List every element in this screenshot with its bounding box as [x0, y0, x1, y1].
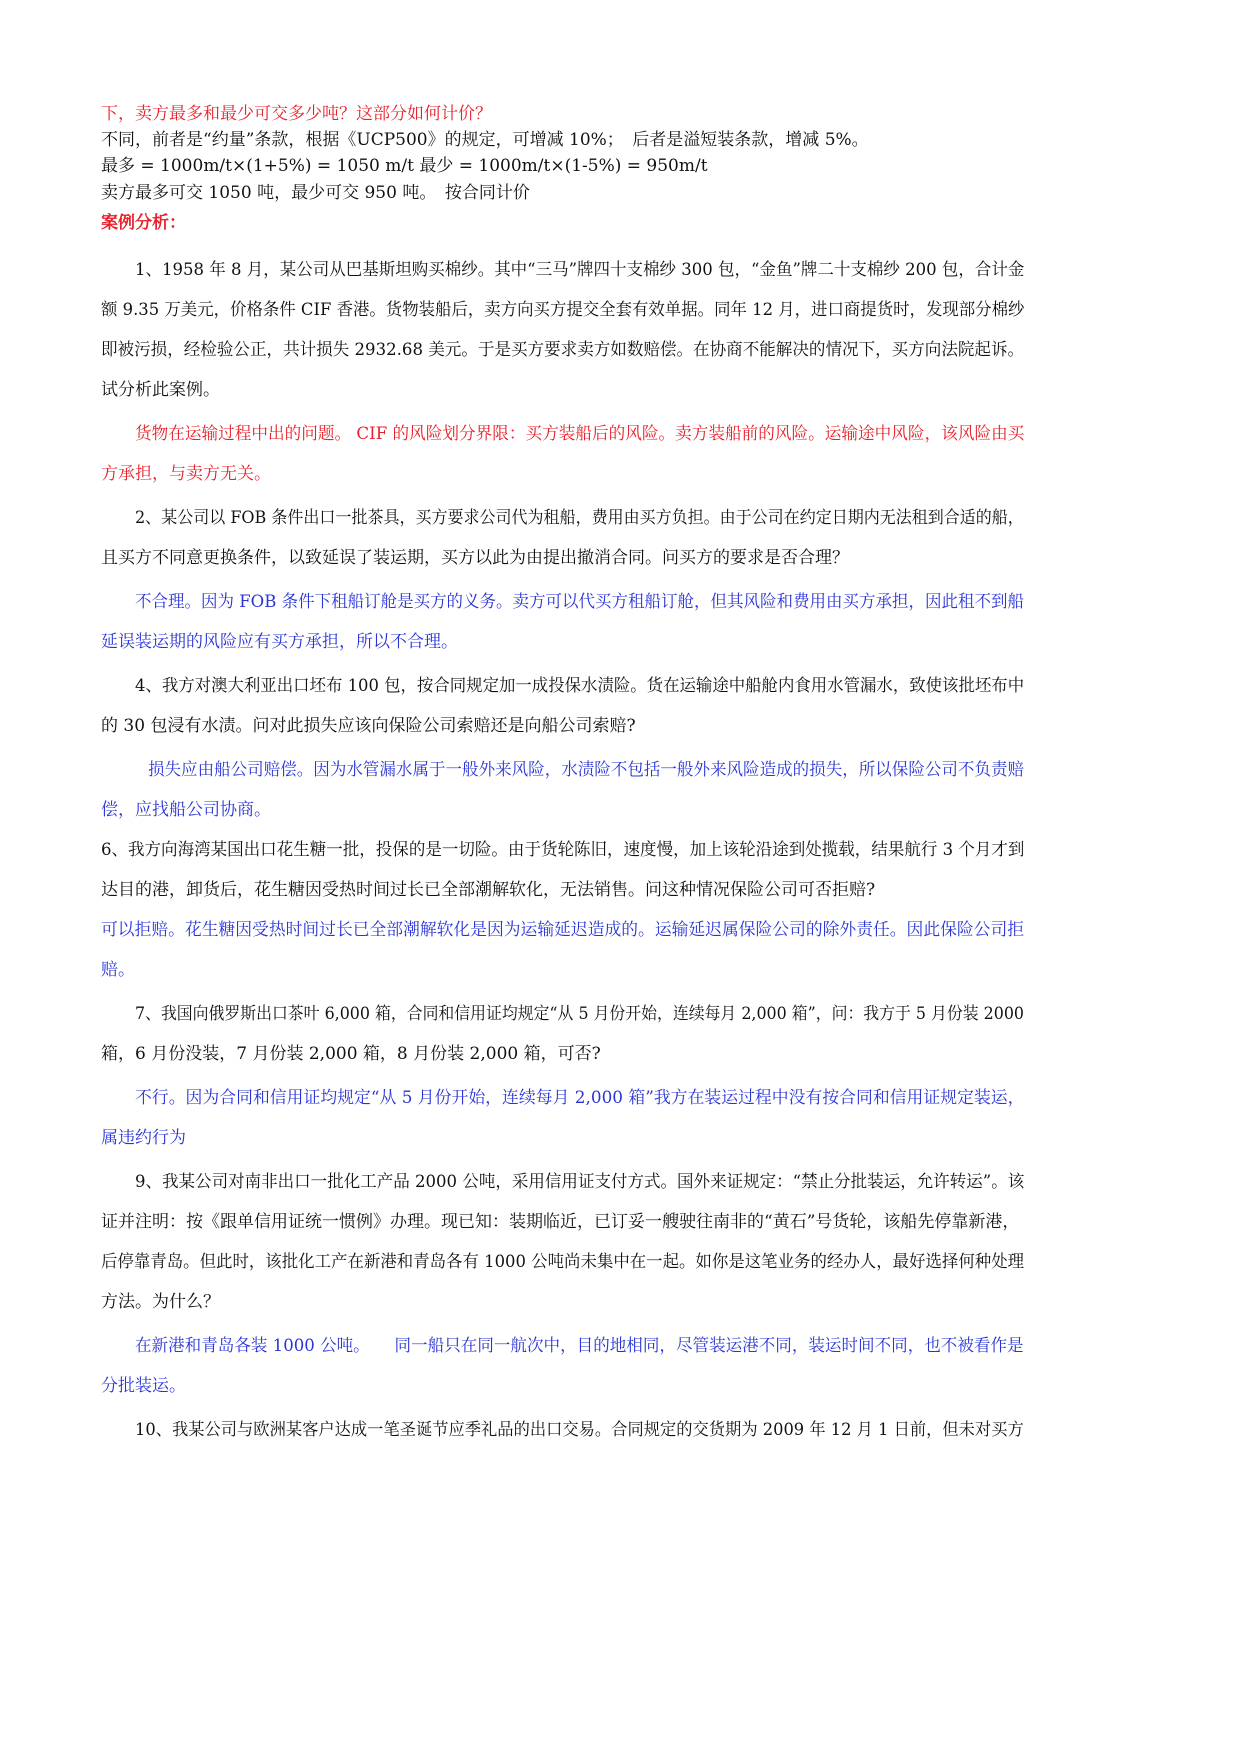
- case-1-text: 即被污损，经检验公正，共计损失 2932.68 美元。于是买方要求卖方如数赔偿。在协商不能解决的情况下，买方向法院起诉。: [101, 340, 1025, 360]
- case-1-answer: 方承担，与卖方无关。: [101, 464, 271, 484]
- case-10-text: 10、我某公司与欧洲某客户达成一笔圣诞节应季礼品的出口交易。合同规定的交货期为 2009 年 12 月 1 日前，但未对买方: [135, 1420, 1024, 1440]
- section-heading: 案例分析：: [101, 213, 186, 233]
- case-7-answer: 属违约行为: [101, 1128, 186, 1148]
- case-9-text: 证并注明：按《跟单信用证统一惯例》办理。现已知：装期临近，已订妥一艘驶往南非的“黄石”号货轮，该船先停靠新港，: [101, 1212, 1020, 1232]
- case-2-answer: 延误装运期的风险应有买方承担，所以不合理。: [101, 632, 458, 652]
- case-7-text: 箱，6 月份没装，7 月份装 2,000 箱，8 月份装 2,000 箱，可否?: [101, 1044, 601, 1064]
- case-9-text: 方法。为什么？: [101, 1292, 220, 1312]
- case-7-text: 7、我国向俄罗斯出口茶叶 6,000 箱，合同和信用证均规定“从 5 月份开始，连续每月 2,000 箱”，问：我方于 5 月份装 2000: [135, 1004, 1025, 1024]
- case-1-answer: 货物在运输过程中出的问题。 CIF 的风险划分界限：买方装船后的风险。卖方装船前的风险。运输途中风险，该风险由买: [135, 424, 1025, 444]
- case-2-text: 2、某公司以 FOB 条件出口一批茶具，买方要求公司代为租船，费用由买方负担。由于公司在约定日期内无法租到合适的船，: [135, 508, 1024, 528]
- case-2-text: 且买方不同意更换条件，以致延误了装运期，买方以此为由提出撤消合同。问买方的要求是否合理？: [101, 548, 849, 568]
- case-4-text: 4、我方对澳大利亚出口坯布 100 包，按合同规定加一成投保水渍险。货在运输途中船舱内食用水管漏水，致使该批坯布中: [135, 676, 1025, 696]
- answer-line: 卖方最多可交 1050 吨，最少可交 950 吨。 按合同计价: [101, 183, 530, 203]
- case-9-text: 9、我某公司对南非出口一批化工产品 2000 公吨，采用信用证支付方式。国外来证规定：“禁止分批装运，允许转运”。该: [135, 1172, 1025, 1192]
- case-9-answer: 在新港和青岛各装 1000 公吨。 同一船只在同一航次中，目的地相同，尽管装运港不同，装运时间不同，也不被看作是: [135, 1336, 1024, 1356]
- case-7-answer: 不行。因为合同和信用证均规定“从 5 月份开始，连续每月 2,000 箱”我方在装运过程中没有按合同和信用证规定装运，: [135, 1088, 1025, 1108]
- case-6-text: 6、我方向海湾某国出口花生糖一批，投保的是一切险。由于货轮陈旧，速度慢，加上该轮沿途到处揽载，结果航行 3 个月才到: [101, 840, 1025, 860]
- case-1-text: 试分析此案例。: [101, 380, 220, 400]
- case-6-answer: 赔。: [101, 960, 135, 980]
- case-6-answer: 可以拒赔。花生糖因受热时间过长已全部潮解软化是因为运输延迟造成的。运输延迟属保险公司的除外责任。因此保险公司拒: [101, 920, 1025, 940]
- case-1-text: 1、1958 年 8 月，某公司从巴基斯坦购买棉纱。其中“三马”牌四十支棉纱 300 包，“金鱼”牌二十支棉纱 200 包，合计金: [135, 260, 1025, 280]
- case-9-answer: 分批装运。: [101, 1376, 186, 1396]
- answer-line: 不同，前者是“约量”条款，根据《UCP500》的规定，可增减 10%； 后者是溢短装条款，增减 5%。: [101, 130, 869, 150]
- case-4-answer: 偿，应找船公司协商。: [101, 800, 271, 820]
- calculation-line: 最多 = 1000m/t×(1+5%) = 1050 m/t 最少 = 1000m/t×(1-5%) = 950m/t: [101, 156, 708, 176]
- case-2-answer: 不合理。因为 FOB 条件下租船订舱是买方的义务。卖方可以代买方租船订舱，但其风险和费用由买方承担，因此租不到船: [135, 592, 1025, 612]
- case-1-text: 额 9.35 万美元，价格条件 CIF 香港。货物装船后，卖方向买方提交全套有效单据。同年 12 月，进口商提货时，发现部分棉纱: [101, 300, 1025, 320]
- case-4-answer: 损失应由船公司赔偿。因为水管漏水属于一般外来风险，水渍险不包括一般外来风险造成的损失，所以保险公司不负责赔: [148, 760, 1025, 780]
- case-4-text: 的 30 包浸有水渍。问对此损失应该向保险公司索赔还是向船公司索赔?: [101, 716, 636, 736]
- question-continuation: 下，卖方最多和最少可交多少吨？这部分如何计价？: [101, 104, 492, 124]
- case-9-text: 后停靠青岛。但此时，该批化工产在新港和青岛各有 1000 公吨尚未集中在一起。如你是这笔业务的经办人，最好选择何种处理: [101, 1252, 1025, 1272]
- case-6-text: 达目的港，卸货后，花生糖因受热时间过长已全部潮解软化，无法销售。问这种情况保险公司可否拒赔?: [101, 880, 876, 900]
